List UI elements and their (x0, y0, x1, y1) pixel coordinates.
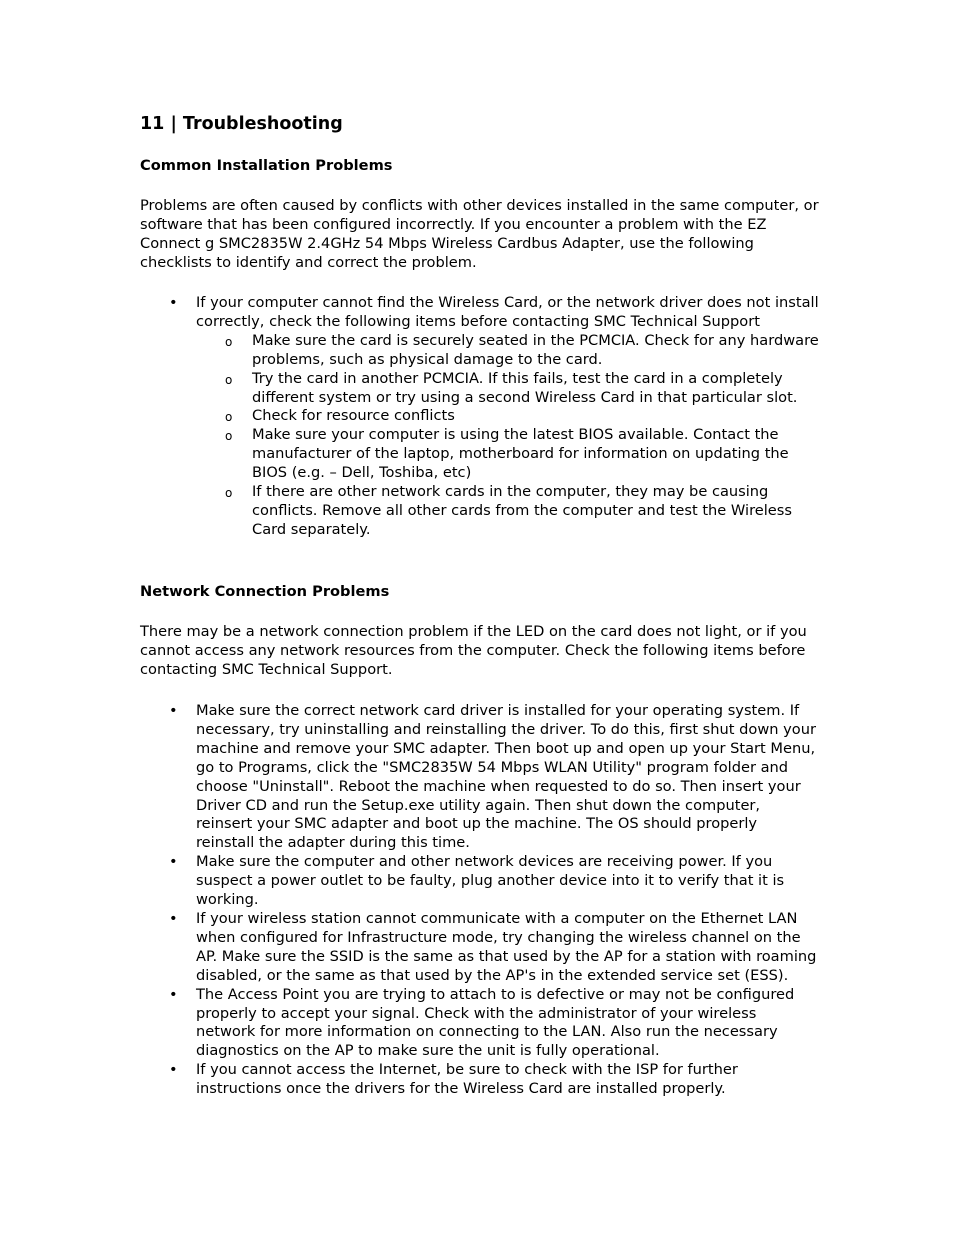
sub-list-item: o Check for resource conflicts (196, 407, 820, 426)
list-item: • If your wireless station cannot communicate with a computer on the Ethernet LAN when configured for Infrastructure mode, try changing the wireless channel on the AP. Make sure the SSID is the same as that used by the AP for a station with roaming disabled, or the same as that used by the AP's in the extended service set (ESS). (140, 910, 820, 986)
sub-list-item: o Make sure your computer is using the latest BIOS available. Contact the manufacturer of the laptop, motherboard for information on updating the BIOS (e.g. – Dell, Toshiba, etc) (196, 426, 820, 483)
list-item: • The Access Point you are trying to attach to is defective or may not be configured properly to accept your signal. Check with the administrator of your wireless network for more information on connecting to the LAN. Also run the necessary diagnostics on the AP to make sure the unit is fully operational. (140, 986, 820, 1062)
install-checklist (140, 294, 820, 540)
chapter-title: 11 | Troubleshooting (140, 114, 343, 134)
network-section-heading: Network Connection Problems (140, 583, 390, 600)
install-intro-paragraph: Problems are often caused by conflicts with other devices installed in the same computer, or software that has been configured incorrectly. If you encounter a problem with the EZ Connect g SMC2835W 2.4GHz 54 Mbps Wireless Cardbus Adapter, use the following checklists to identify and correct the problem. (140, 197, 819, 271)
sub-list-item: o If there are other network cards in the computer, they may be causing conflicts. Remove all other cards from the computer and test the Wireless Card separately. (196, 483, 820, 540)
list-item (140, 294, 820, 540)
list-item: • Make sure the correct network card driver is installed for your operating system. If necessary, try uninstalling and reinstalling the driver. To do this, first shut down your machine and remove your SMC adapter. Then boot up and open up your Start Menu, go to Programs, click the "SMC2835W 54 Mbps WLAN Utility" program folder and choose "Uninstall". Reboot the machine when requested to do so. Then insert your Driver CD and run the Setup.exe utility again. Then shut down the computer, reinsert your SMC adapter and boot up the machine. The OS should properly reinstall the adapter during this time. (140, 702, 820, 853)
list-item: • If you cannot access the Internet, be sure to check with the ISP for further instructions once the drivers for the Wireless Card are installed properly. (140, 1061, 820, 1099)
network-intro-paragraph: There may be a network connection problem if the LED on the card does not light, or if you cannot access any network resources from the computer. Check the following items before contacting SMC Technical Support. (140, 623, 807, 678)
list-item: • Make sure the computer and other network devices are receiving power. If you suspect a power outlet to be faulty, plug another device into it to verify that it is working. (140, 853, 820, 910)
install-sub-checklist (196, 332, 820, 540)
install-section-heading: Common Installation Problems (140, 157, 393, 174)
sub-list-item: o Make sure the card is securely seated in the PCMCIA. Check for any hardware problems, such as physical damage to the card. (196, 332, 820, 370)
network-checklist (140, 702, 820, 1099)
bullet-text: If your computer cannot find the Wireless Card, or the network driver does not install correctly, check the following items before contacting SMC Technical Support (196, 294, 819, 330)
sub-list-item: o Try the card in another PCMCIA. If this fails, test the card in a completely different system or try using a second Wireless Card in that particular slot. (196, 370, 820, 408)
